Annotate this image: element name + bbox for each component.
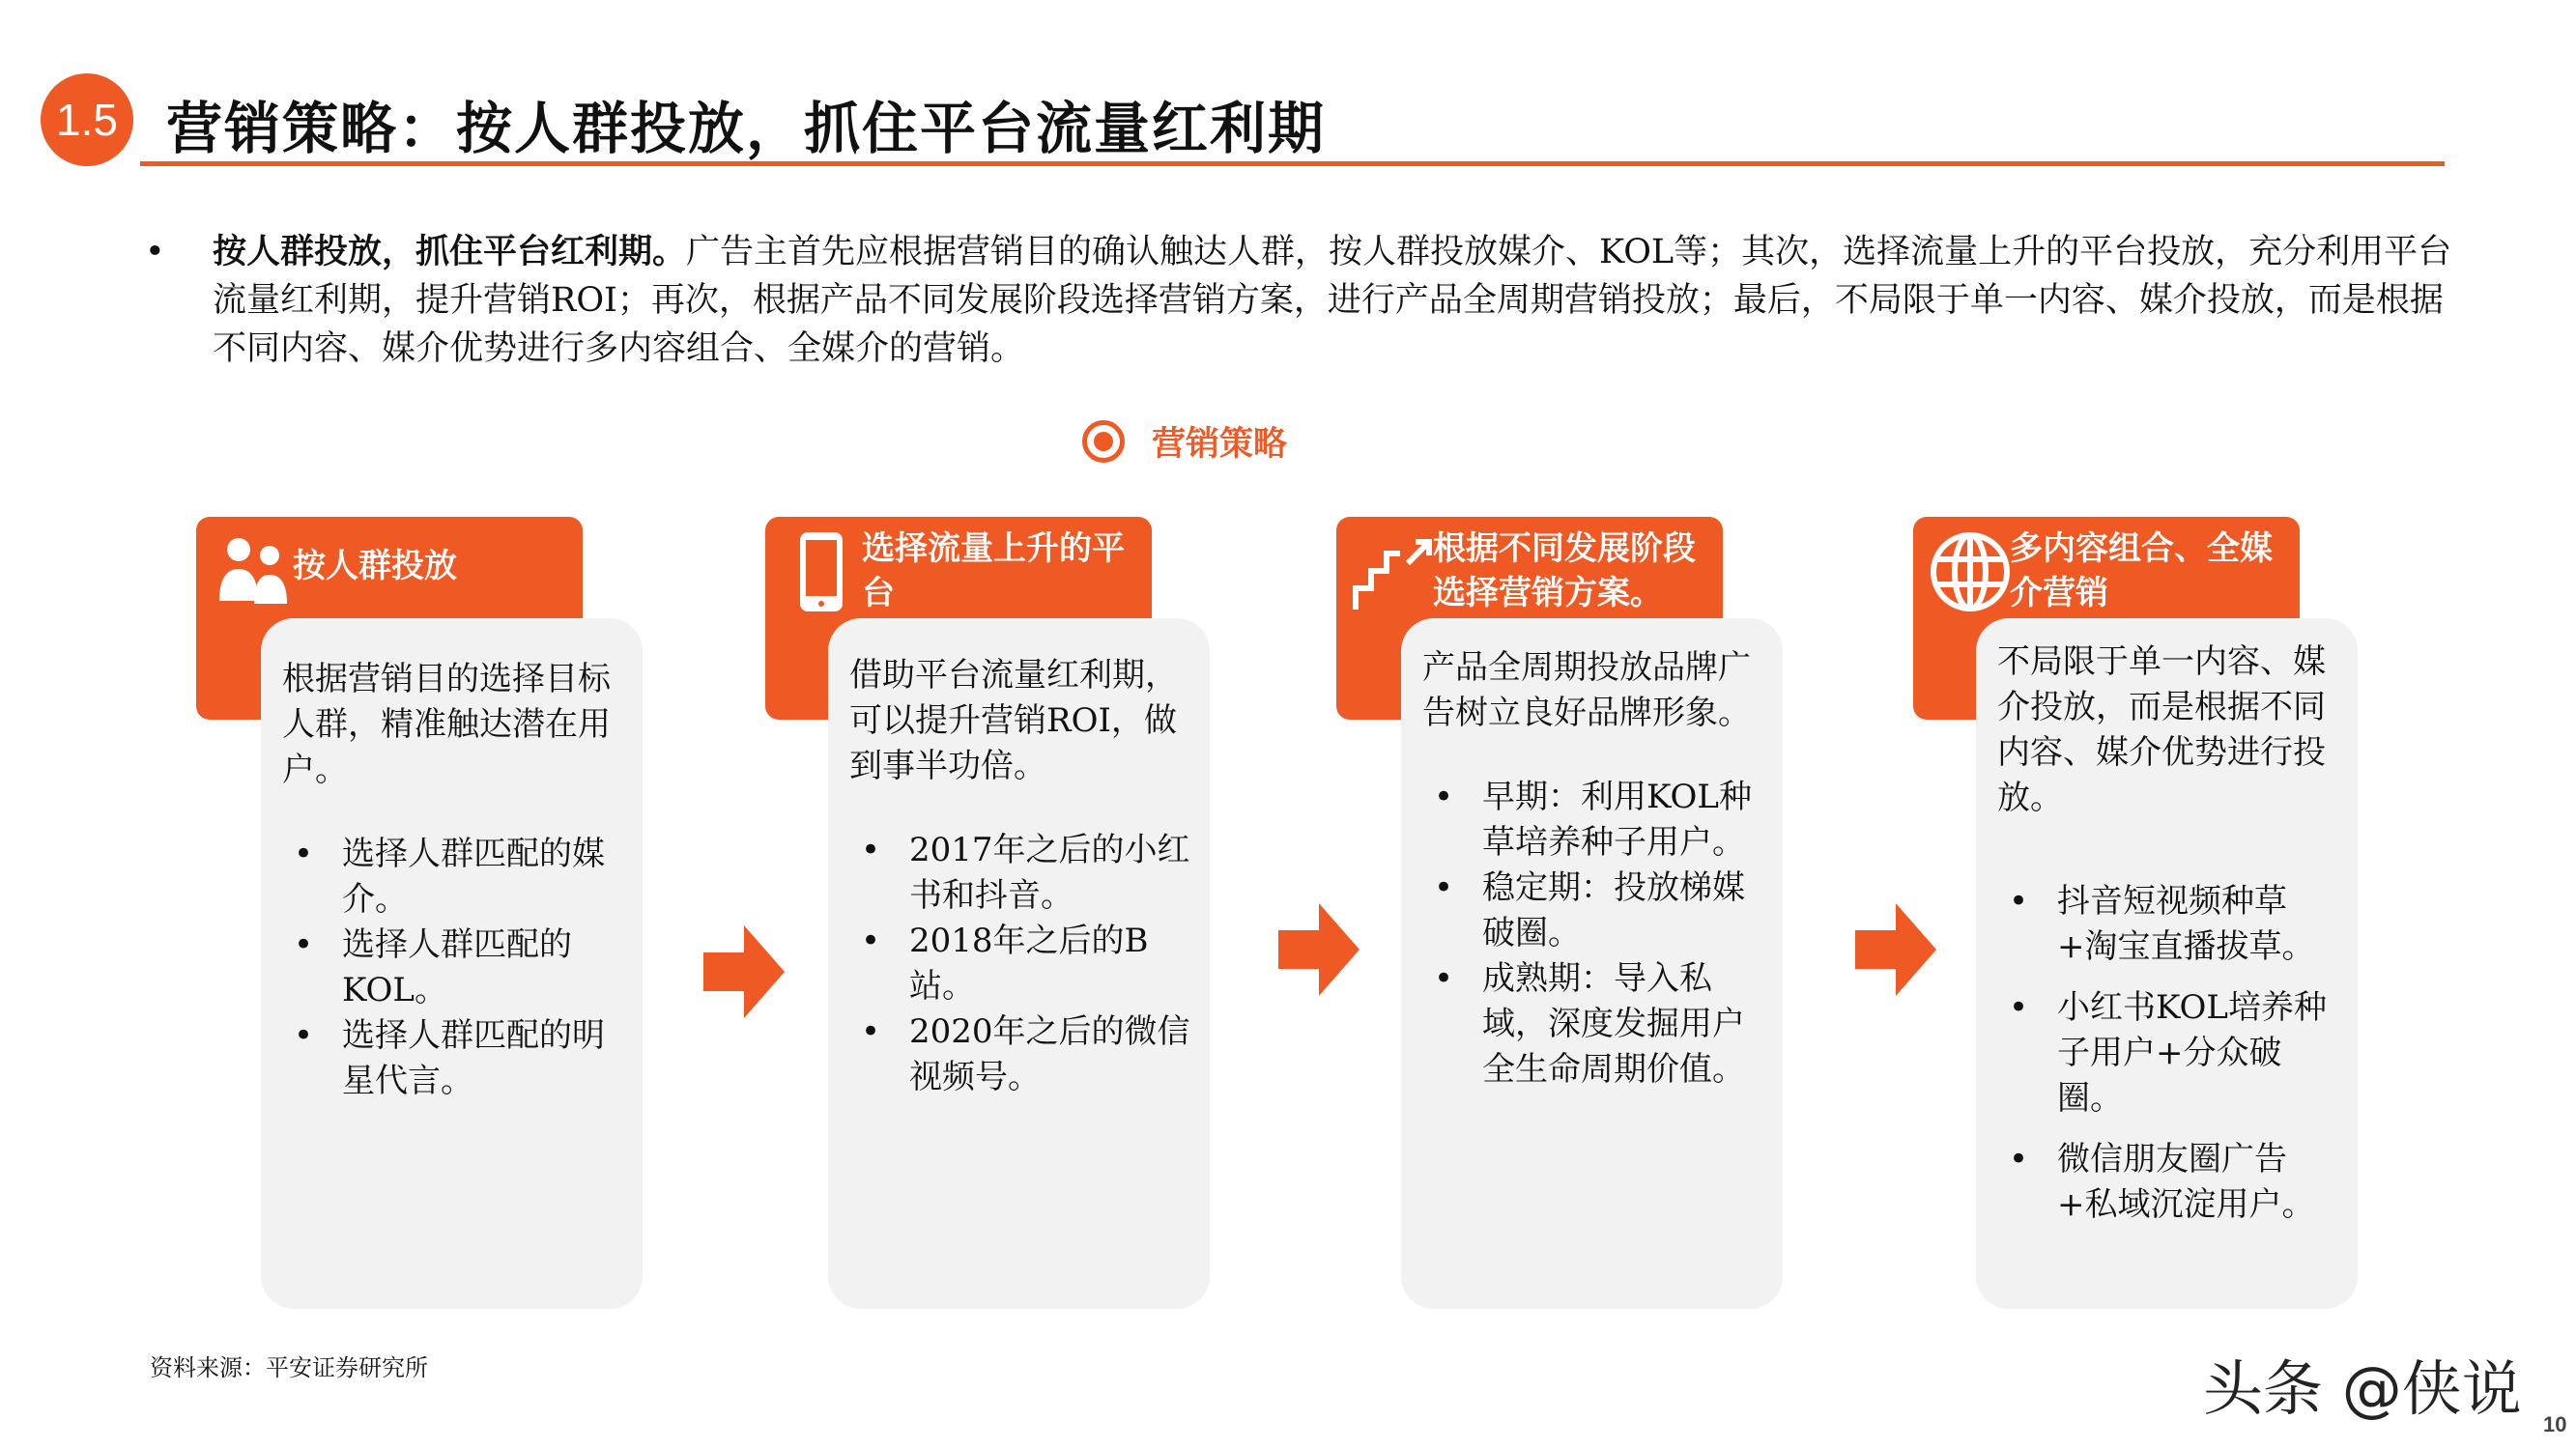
list-item: • 选择人群匹配的明星代言。 <box>282 1013 625 1104</box>
intro-text: 广告主首先应根据营销目的确认触达人群，按人群投放媒介、KOL等；其次，选择流量上升的平台投放，充分利用平台流量红利期，提升营销ROI；再次，根据产品不同发展阶段选择营销方案，进行产品全周期营销投放；最后，不局限于单一内容、媒介投放，而是根据不同内容、媒介优势进行多内容组合、全媒介的营销。 <box>213 233 2452 368</box>
list-item: • 成熟期：导入私域，深度发掘用户全生命周期价值。 <box>1422 956 1765 1093</box>
target-icon <box>1082 420 1125 463</box>
intro-lead: 按人群投放，抓住平台红利期。 <box>213 232 687 271</box>
list-item: • 选择人群匹配的媒介。 <box>282 832 625 923</box>
arrow-right-icon <box>1278 903 1360 996</box>
subheading <box>1082 417 1287 466</box>
title-divider <box>140 161 2445 166</box>
subheading-text: 营销策略 <box>1152 424 1288 464</box>
card-desc: 不局限于单一内容、媒介投放，而是根据不同内容、媒介优势进行投放。 <box>1997 642 2326 817</box>
arrow-right-icon <box>703 925 785 1018</box>
card-desc: 借助平台流量红利期，可以提升营销ROI，做到事半功倍。 <box>849 656 1178 785</box>
source-note: 资料来源：平安证券研究所 <box>150 1354 428 1381</box>
list-item: • 小红书KOL培养种子用户+分众破圈。 <box>1997 985 2340 1122</box>
card-desc: 根据营销目的选择目标人群，精准触达潜在用户。 <box>282 660 611 789</box>
card-desc: 产品全周期投放品牌广告树立良好品牌形象。 <box>1422 648 1751 732</box>
card-body-1 <box>261 618 643 1309</box>
card-body-2 <box>828 618 1210 1309</box>
card-body-4 <box>1976 618 2358 1309</box>
list-item: • 2018年之后的B站。 <box>849 919 1192 1009</box>
people-icon <box>210 528 297 615</box>
arrow-right-icon <box>1855 903 1936 996</box>
page-number: 10 <box>2543 1412 2567 1436</box>
list-item: • 2017年之后的小红书和抖音。 <box>849 828 1192 919</box>
list-item: • 抖音短视频种草+淘宝直播拔草。 <box>1997 879 2340 970</box>
bullet-icon: • <box>145 233 165 271</box>
card-title: 选择流量上升的平台 <box>862 529 1125 612</box>
watermark: 头条 @侠说 <box>2203 1353 2522 1424</box>
card-title: 按人群投放 <box>293 547 457 585</box>
phone-icon <box>779 528 866 615</box>
list-item: • 早期：利用KOL种草培养种子用户。 <box>1422 775 1765 866</box>
page-title: 营销策略：按人群投放，抓住平台流量红利期 <box>166 96 1327 161</box>
card-title: 多内容组合、全媒介营销 <box>2010 529 2273 612</box>
card-body-3 <box>1401 618 1783 1309</box>
globe-icon <box>1927 528 2014 615</box>
section-number-badge: 1.5 <box>41 73 133 166</box>
list-item: • 2020年之后的微信视频号。 <box>849 1009 1192 1100</box>
list-item: • 稳定期：投放梯媒破圈。 <box>1422 866 1765 956</box>
card-title: 根据不同发展阶段选择营销方案。 <box>1433 529 1696 612</box>
list-item: • 选择人群匹配的KOL。 <box>282 923 625 1013</box>
list-item: • 微信朋友圈广告+私域沉淀用户。 <box>1997 1137 2340 1228</box>
stairs-up-icon <box>1350 528 1437 615</box>
intro-paragraph <box>145 228 2464 373</box>
